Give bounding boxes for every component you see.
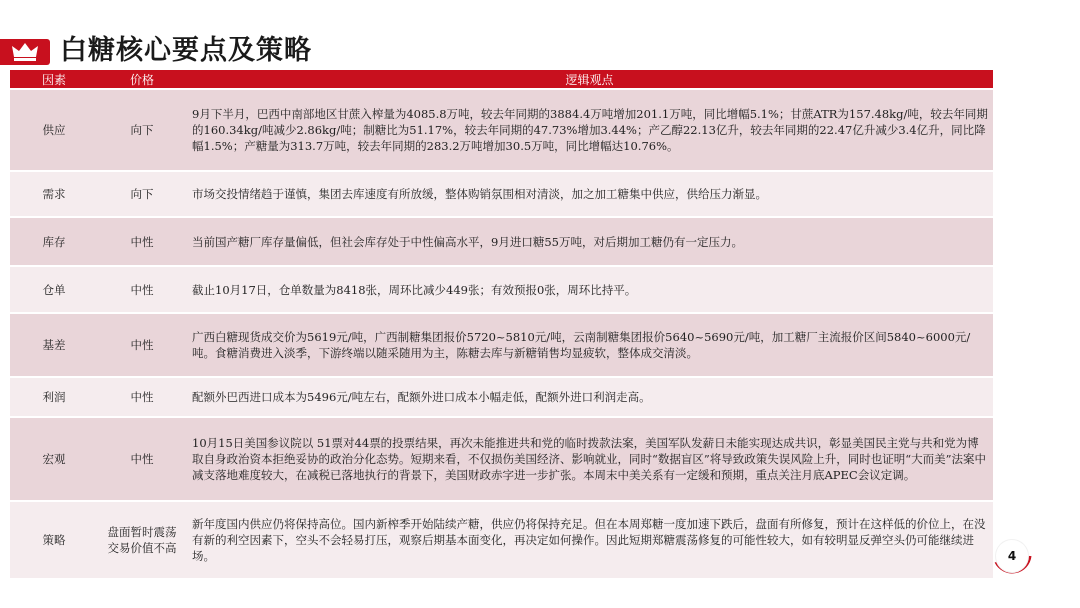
table-row-profit [10, 378, 993, 416]
table-row-supply [10, 90, 993, 170]
factor-cell: 库存 [10, 218, 98, 265]
title-bar [0, 36, 1080, 68]
crown-logo [0, 39, 50, 65]
logic-cell: 配额外巴西进口成本为5496元/吨左右，配额外进口成本小幅走低，配额外进口利润走高。 [186, 378, 993, 416]
price-cell: 盘面暂时震荡交易价值不高 [98, 502, 186, 578]
page-number: 4 [996, 540, 1028, 572]
factor-cell: 宏观 [10, 418, 98, 500]
price-cell: 中性 [98, 378, 186, 416]
logic-cell: 当前国产糖厂库存量偏低，但社会库存处于中性偏高水平，9月进口糖55万吨，对后期加工糖仍有一定压力。 [186, 218, 993, 265]
logic-cell: 10月15日美国参议院以 51票对44票的投票结果，再次未能推进共和党的临时拨款法案，美国军队发薪日未能实现达成共识，彰显美国民主党与共和党为博取自身政治资本拒绝妥协的政治分化态势。短期来看，不仅损伤美国经济、影响就业，同时“数据盲区”将导致政策失误风险上升，同时也证明“大而美”法案中减支落地难度较大，在减税已落地执行的背景下，美国财政赤字进一步扩张。本周末中美关系有一定缓和预期，重点关注月底APEC会议定调。 [186, 418, 993, 500]
logic-cell: 截止10月17日，仓单数量为8418张，周环比减少449张；有效预报0张，周环比持平。 [186, 267, 993, 312]
table-header-row [10, 70, 993, 88]
price-cell: 中性 [98, 218, 186, 265]
factor-cell: 供应 [10, 90, 98, 170]
header-price: 价格 [98, 70, 186, 88]
logic-cell: 新年度国内供应仍将保持高位。国内新榨季开始陆续产糖，供应仍将保持充足。但在本周郑糖一度加速下跌后，盘面有所修复，预计在这样低的价位上，在没有新的利空因素下，空头不会轻易打压，观察后期基本面变化，再决定如何操作。因此短期郑糖震荡修复的可能性较大，如有较明显反弹空头仍可能继续进场。 [186, 502, 993, 578]
logic-cell: 市场交投情绪趋于谨慎，集团去库速度有所放缓，整体购销氛围相对清淡，加之加工糖集中供应，供给压力渐显。 [186, 172, 993, 216]
price-cell: 向下 [98, 172, 186, 216]
logic-cell: 广西白糖现货成交价为5619元/吨，广西制糖集团报价5720~5810元/吨，云南制糖集团报价5640~5690元/吨，加工糖厂主流报价区间5840~6000元/吨。食糖消费进入淡季，下游终端以随采随用为主，陈糖去库与新糖销售均显疲软，整体成交清淡。 [186, 314, 993, 376]
crown-icon [12, 42, 38, 62]
table-row-demand [10, 172, 993, 216]
table-row-inventory [10, 218, 993, 265]
price-cell: 中性 [98, 418, 186, 500]
table-row-warehouse-receipt [10, 267, 993, 312]
header-factor: 因素 [10, 70, 98, 88]
strategy-table [10, 68, 993, 580]
header-logic: 逻辑观点 [186, 70, 993, 88]
table-row-basis [10, 314, 993, 376]
table-row-macro [10, 418, 993, 500]
price-cell: 中性 [98, 314, 186, 376]
price-cell: 中性 [98, 267, 186, 312]
factor-cell: 利润 [10, 378, 98, 416]
page-title: 白糖核心要点及策略 [60, 35, 312, 66]
price-cell: 向下 [98, 90, 186, 170]
logic-cell: 9月下半月，巴西中南部地区甘蔗入榨量为4085.8万吨，较去年同期的3884.4万吨增加201.1万吨，同比增幅5.1%；甘蔗ATR为157.48kg/吨，较去年同期的160.34kg/吨减少2.86kg/吨；制糖比为51.17%，较去年同期的47.73%增加3.44%；产乙醇22.13亿升，较去年同期的22.47亿升减少3.4亿升，同比降幅1.5%；产糖量为313.7万吨，较去年同期的283.2万吨增加30.5万吨，同比增幅达10.76%。 [186, 90, 993, 170]
factor-cell: 需求 [10, 172, 98, 216]
factor-cell: 仓单 [10, 267, 98, 312]
factor-cell: 基差 [10, 314, 98, 376]
factor-cell: 策略 [10, 502, 98, 578]
table-row-strategy [10, 502, 993, 578]
